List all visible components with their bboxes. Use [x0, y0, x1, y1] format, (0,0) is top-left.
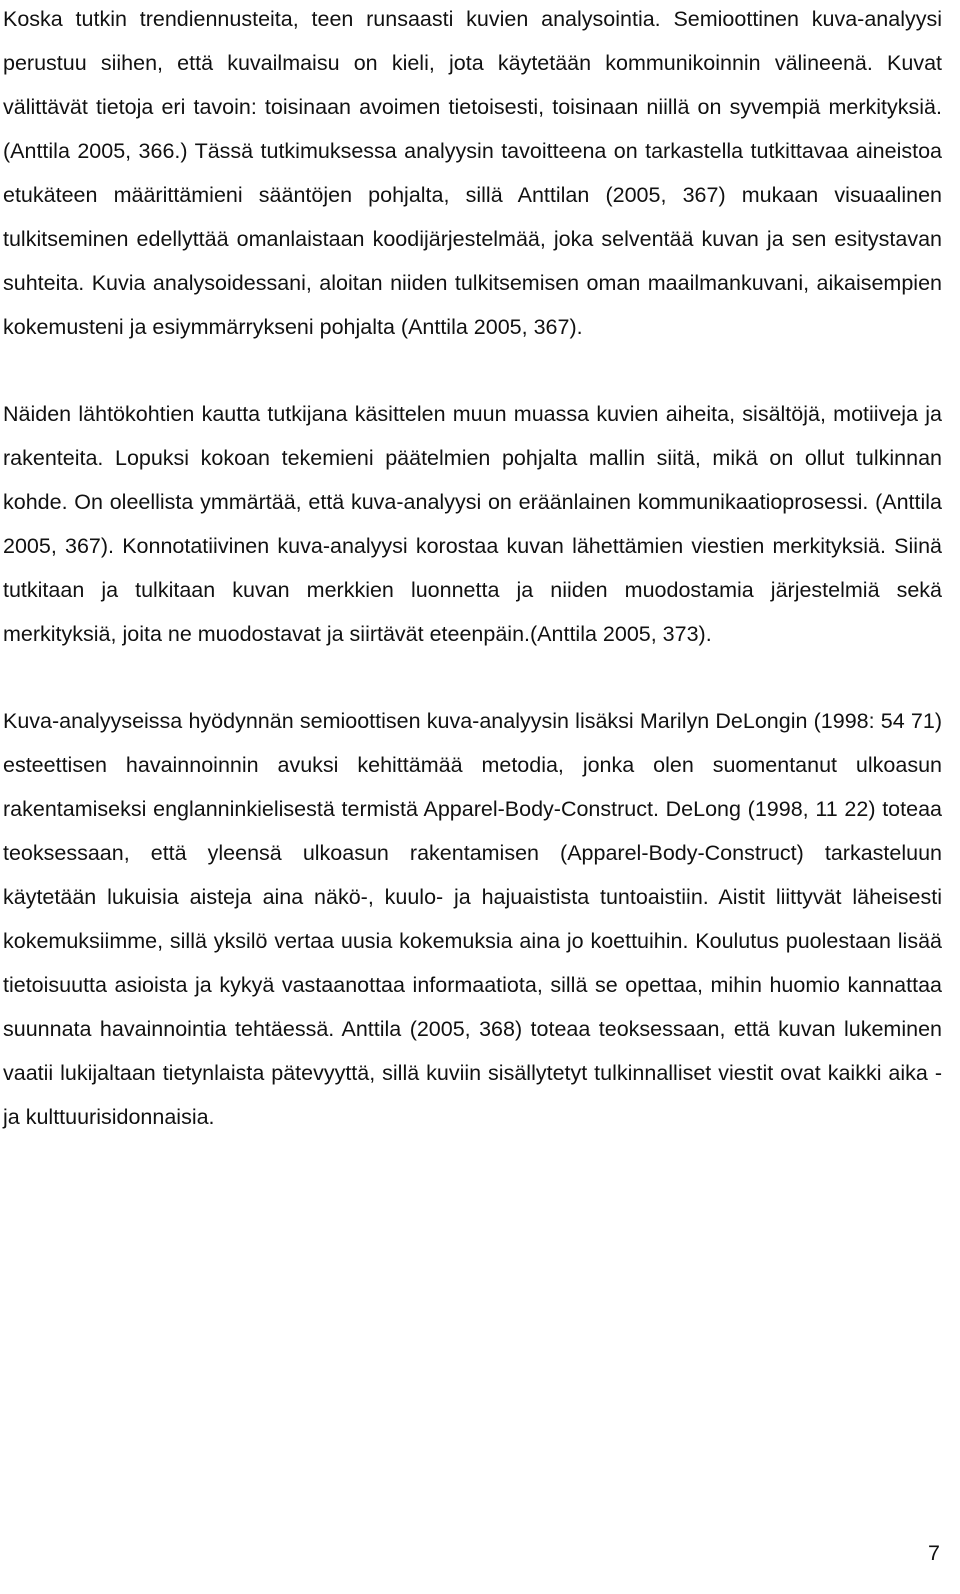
page-number: 7	[928, 1541, 940, 1565]
paragraph-apparel-body-construct: Kuva-analyyseissa hyödynnän semioottisen kuva-analyysin lisäksi Marilyn DeLongin (1998: 54 71) esteettisen havainnoinnin avuksi kehittämää metodia, jonka olen suomentanut ulkoasun rakentamiseksi englanninkielisestä termistä Apparel-Body-Construct. DeLong (1998, 11 22) toteaa teoksessaan, että yleensä ulkoasun rakentamisen (Apparel-Body-Construct) tarkasteluun käytetään lukuisia aisteja aina näkö-, kuulo- ja hajuaistista tuntoaistiin. Aistit liittyvät läheisesti kokemuksiimme, sillä yksilö vertaa uusia kokemuksia aina jo koettuihin. Koulutus puolestaan lisää tietoisuutta asioista ja kykyä vastaanottaa informaatiota, sillä se opettaa, mihin huomio kannattaa suunnata havainnointia tehtäessä. Anttila (2005, 368) toteaa teoksessaan, että kuvan lukeminen vaatii lukijaltaan tietynlaista pätevyyttä, sillä kuviin sisällytetyt tulkinnalliset viestit ovat kaikki aika - ja kulttuurisidonnaisia.	[3, 709, 942, 1129]
document-page	[3, 0, 942, 1139]
paragraph-analysis-approach: Näiden lähtökohtien kautta tutkijana käsittelen muun muassa kuvien aiheita, sisältöjä, motiiveja ja rakenteita. Lopuksi kokoan tekemieni päätelmien pohjalta mallin siitä, mikä on ollut tulkinnan kohde. On oleellista ymmärtää, että kuva-analyysi on eräänlainen kommunikaatioprosessi. (Anttila 2005, 367). Konnotatiivinen kuva-analyysi korostaa kuvan lähettämien viestien merkityksiä. Siinä tutkitaan ja tulkitaan kuvan merkkien luonnetta ja niiden muodostamia järjestelmiä sekä merkityksiä, joita ne muodostavat ja siirtävät eteenpäin.(Anttila 2005, 373).	[3, 402, 942, 646]
paragraph-semiotic-analysis: Koska tutkin trendiennusteita, teen runsaasti kuvien analysointia. Semioottinen kuva-analyysi perustuu siihen, että kuvailmaisu on kieli, jota käytetään kommunikoinnin välineenä. Kuvat välittävät tietoja eri tavoin: toisinaan avoimen tietoisesti, toisinaan niillä on syvempiä merkityksiä. (Anttila 2005, 366.) Tässä tutkimuksessa analyysin tavoitteena on tarkastella tutkittavaa aineistoa etukäteen määrittämieni sääntöjen pohjalta, sillä Anttilan (2005, 367) mukaan visuaalinen tulkitseminen edellyttää omanlaistaan koodijärjestelmää, joka selventää kuvan ja sen esitystavan suhteita. Kuvia analysoidessani, aloitan niiden tulkitsemisen oman maailmankuvani, aikaisempien kokemusteni ja esiymmärrykseni pohjalta (Anttila 2005, 367).	[3, 7, 942, 339]
